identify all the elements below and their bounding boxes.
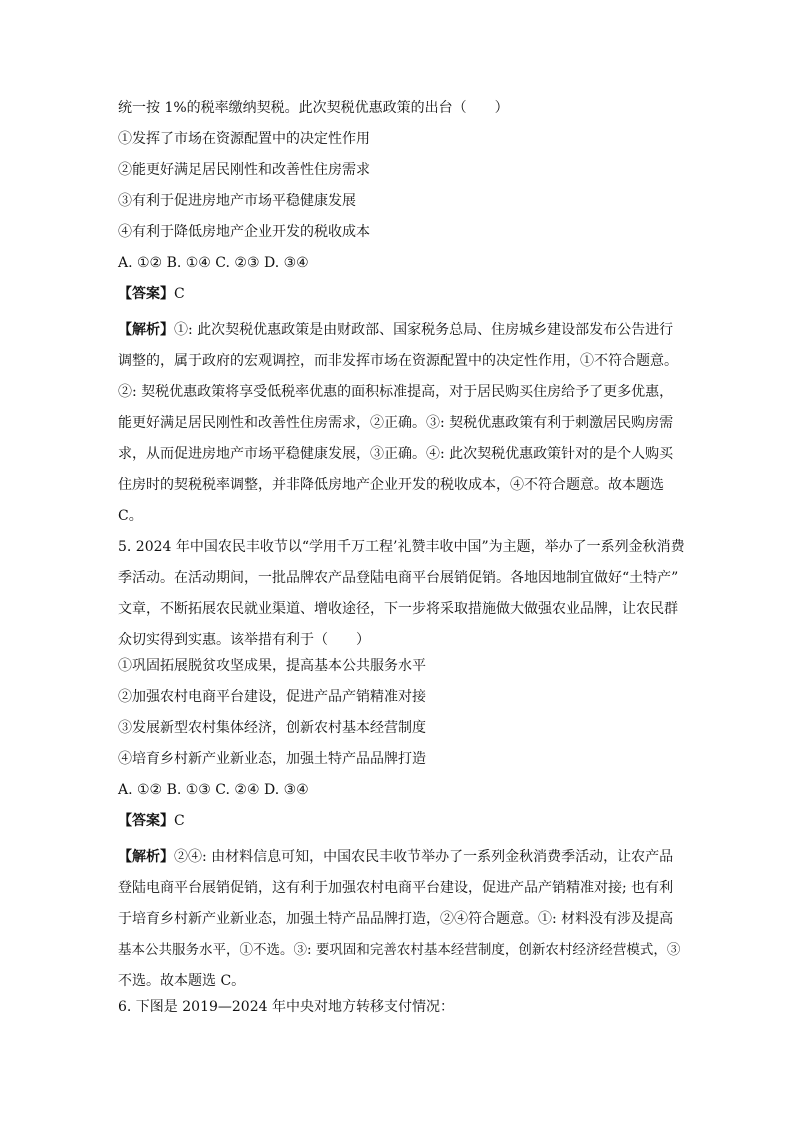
analysis-line: 登陆电商平台展销促销，这有利于加强农村电商平台建设，促进产品产销精准对接; 也有利	[118, 880, 674, 896]
stem-line: 文章，不断拓展农民就业渠道、增收途径，下一步将采取措施做大做强农业品牌，让农民群	[118, 601, 678, 617]
analysis-line: 不选。故本题选 C。	[118, 973, 246, 989]
q5-analysis	[118, 842, 688, 997]
analysis-label: 【解析】	[118, 849, 174, 865]
q5-option-4: ④培育乡村新产业新业态，加强土特产品品牌打造	[118, 751, 426, 767]
stem-line: 众切实得到实惠。该举措有利于（ ）	[118, 632, 370, 648]
q4-answer	[118, 284, 688, 315]
q4-stem-tail: 统一按 1%的税率缴纳契税。此次契税优惠政策的出台（ ）	[118, 100, 509, 116]
answer-label: 【答案】	[118, 813, 174, 829]
analysis-line: 基本公共服务水平，①不选。③: 要巩固和完善农村基本经营制度，创新农村经济经营模式，③	[118, 942, 681, 958]
analysis-line: 调整的，属于政府的宏观调控，而非发挥市场在资源配置中的决定性作用，①不符合题意。	[118, 353, 678, 369]
q4-choices: A. ①② B. ①④ C. ②③ D. ③④	[118, 255, 309, 271]
document-page	[118, 98, 688, 1028]
answer-value: C	[174, 286, 185, 302]
q4-option-1: ①发挥了市场在资源配置中的决定性作用	[118, 131, 370, 147]
q4-option-4: ④有利于降低房地产企业开发的税收成本	[118, 224, 370, 240]
q5-choices: A. ①② B. ①③ C. ②④ D. ③④	[118, 782, 309, 798]
q4-option-3: ③有利于促进房地产市场平稳健康发展	[118, 193, 356, 209]
analysis-line: 【解析】①: 此次契税优惠政策是由财政部、国家税务总局、住房城乡建设部发布公告进行	[118, 322, 674, 338]
q5-option-3: ③发展新型农村集体经济，创新农村基本经营制度	[118, 720, 426, 736]
analysis-line: 【解析】②④: 由材料信息可知，中国农民丰收节举办了一系列金秋消费季活动，让农产品	[118, 849, 674, 865]
analysis-line: ②: 契税优惠政策将享受低税率优惠的面积标准提高，对于居民购买住房给予了更多优惠，	[118, 384, 674, 400]
stem-line: 5. 2024 年中国农民丰收节以“学用千万工程’礼赞丰收中国”为主题，举办了一系列金秋消费	[118, 539, 685, 555]
q4-option-2: ②能更好满足居民刚性和改善性住房需求	[118, 162, 370, 178]
q4-analysis	[118, 315, 688, 532]
q5-option-2: ②加强农村电商平台建设，促进产品产销精准对接	[118, 689, 426, 705]
answer-value: C	[174, 813, 185, 829]
analysis-line: 住房时的契税税率调整，并非降低房地产企业开发的税收成本，④不符合题意。故本题选	[118, 477, 664, 493]
q5-option-1: ①巩固拓展脱贫攻坚成果，提高基本公共服务水平	[118, 658, 426, 674]
stem-line: 季活动。在活动期间，一批品牌农产品登陆电商平台展销促销。各地因地制宜做好“土特产”	[118, 570, 679, 586]
analysis-line: 能更好满足居民刚性和改善性住房需求，②正确。③: 契税优惠政策有利于刺激居民购房需	[118, 415, 674, 431]
q5-stem	[118, 532, 688, 656]
analysis-label: 【解析】	[118, 322, 174, 338]
q6-stem: 6. 下图是 2019—2024 年中央对地方转移支付情况：	[118, 999, 454, 1015]
answer-label: 【答案】	[118, 286, 174, 302]
analysis-line: 于培育乡村新产业新业态，加强土特产品品牌打造，②④符合题意。①: 材料没有涉及提高	[118, 911, 674, 927]
analysis-line: C。	[118, 508, 143, 524]
q5-answer	[118, 811, 688, 842]
analysis-line: 求，从而促进房地产市场平稳健康发展，③正确。④: 此次契税优惠政策针对的是个人购买	[118, 446, 674, 462]
